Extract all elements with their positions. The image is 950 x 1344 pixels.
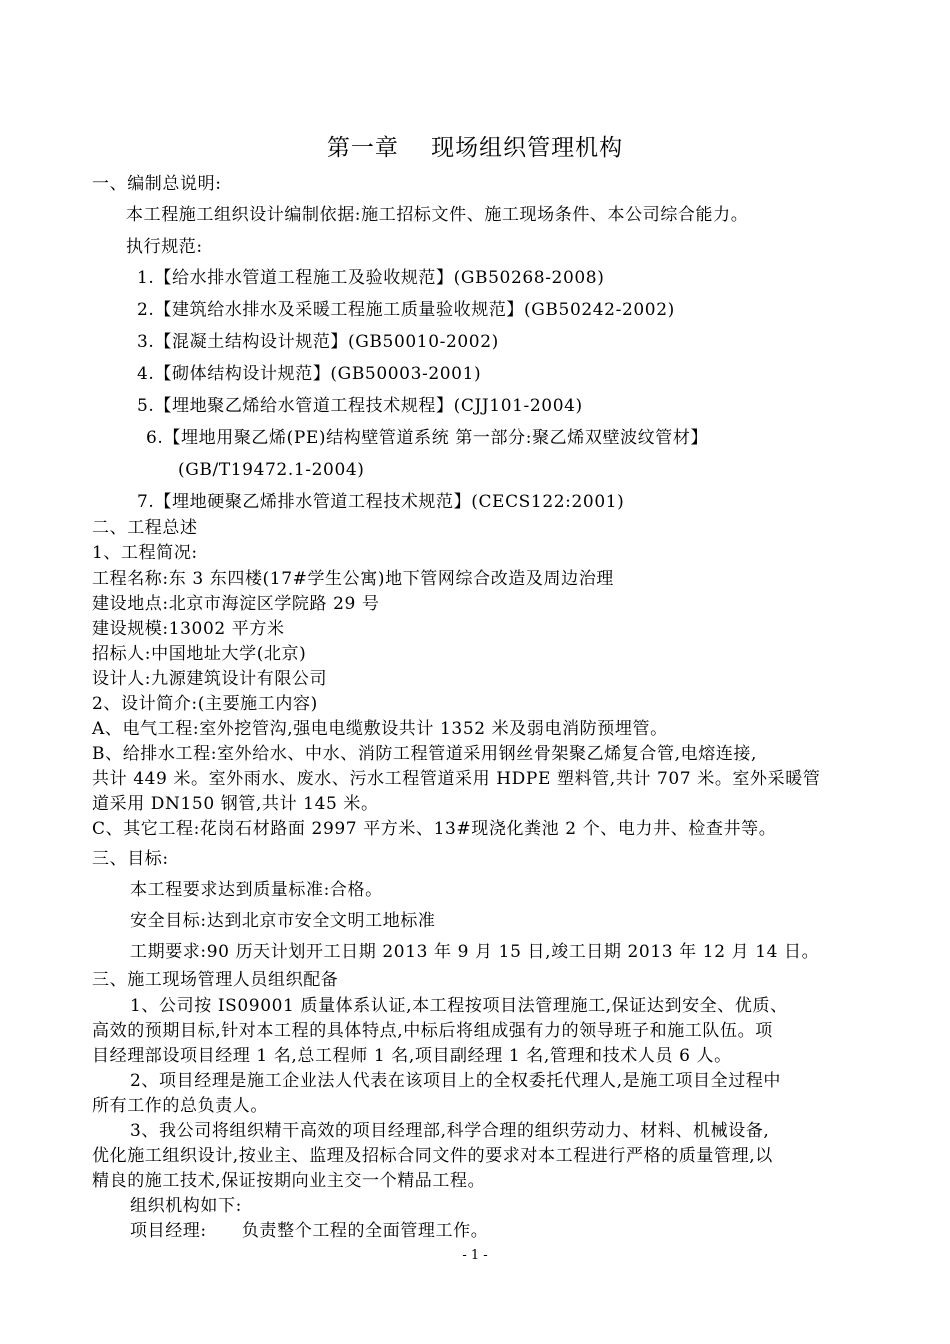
paragraph-line: 执行规范: (126, 237, 203, 257)
paragraph-line: 1、公司按 IS09001 质量体系认证,本工程按项目法管理施工,保证达到安全、优质、 (130, 996, 788, 1016)
section-heading-goals: 三、目标: (92, 849, 169, 869)
section-heading-staffing: 三、施工现场管理人员组织配备 (92, 970, 339, 990)
standard-item: 2.【建筑给水排水及采暖工程施工质量验收规范】(GB50242-2002) (137, 300, 675, 320)
standard-item: 3.【混凝土结构设计规范】(GB50010-2002) (137, 332, 499, 352)
paragraph-line: 建设规模:13002 平方米 (92, 619, 285, 639)
standard-item: 1.【给水排水管道工程施工及验收规范】(GB50268-2008) (137, 268, 605, 288)
paragraph-line: 道采用 DN150 钢管,共计 145 米。 (92, 794, 379, 814)
paragraph-line: 组织机构如下: (130, 1196, 242, 1216)
section-heading-overview: 二、工程总述 (92, 518, 198, 538)
paragraph-line: C、其它工程:花岗石材路面 2997 平方米、13#现浇化粪池 2 个、电力井、检查井等。 (92, 819, 777, 839)
paragraph-line: 招标人:中国地址大学(北京) (92, 644, 307, 664)
subsection-heading: 2、设计简介:(主要施工内容) (92, 694, 318, 714)
section-heading-compilation: 一、编制总说明: (92, 174, 222, 194)
paragraph-line: 优化施工组织设计,按业主、监理及招标合同文件的要求对本工程进行严格的质量管理,以 (92, 1146, 773, 1166)
paragraph-line: 安全目标:达到北京市安全文明工地标准 (130, 911, 436, 931)
chapter-title: 第一章 现场组织管理机构 (326, 135, 624, 161)
paragraph-line: 3、我公司将组织精干高效的项目经理部,科学合理的组织劳动力、材料、机械设备, (130, 1121, 770, 1141)
paragraph-line: 项目经理: 负责整个工程的全面管理工作。 (130, 1221, 489, 1241)
paragraph-line: 共计 449 米。室外雨水、废水、污水工程管道采用 HDPE 塑料管,共计 707 米。室外采暖管 (92, 769, 821, 789)
paragraph-line: 目经理部设项目经理 1 名,总工程师 1 名,项目副经理 1 名,管理和技术人员 6 人。 (92, 1046, 732, 1066)
paragraph-line: 建设地点:北京市海淀区学院路 29 号 (92, 594, 380, 614)
paragraph-line: 工程名称:东 3 东四楼(17#学生公寓)地下管网综合改造及周边治理 (92, 569, 614, 589)
subsection-heading: 1、工程简况: (92, 543, 198, 563)
paragraph-line: 高效的预期目标,针对本工程的具体特点,中标后将组成强有力的领导班子和施工队伍。项 (92, 1021, 773, 1041)
paragraph-line: 本工程施工组织设计编制依据:施工招标文件、施工现场条件、本公司综合能力。 (126, 205, 749, 225)
paragraph-line: 本工程要求达到质量标准:合格。 (130, 880, 383, 900)
standard-item: 4.【砌体结构设计规范】(GB50003-2001) (137, 364, 482, 384)
paragraph-line: B、给排水工程:室外给水、中水、消防工程管道采用钢丝骨架聚乙烯复合管,电熔连接, (92, 744, 758, 764)
paragraph-line: 工期要求:90 历天计划开工日期 2013 年 9 月 15 日,竣工日期 2013 年 12 月 14 日。 (130, 942, 820, 962)
standard-item-continuation: (GB/T19472.1-2004) (178, 460, 365, 480)
paragraph-line: 设计人:九源建筑设计有限公司 (92, 669, 328, 689)
standard-item: 5.【埋地聚乙烯给水管道工程技术规程】(CJJ101-2004) (137, 396, 583, 416)
paragraph-line: 精良的施工技术,保证按期向业主交一个精品工程。 (92, 1171, 486, 1191)
page-number: - 1 - (462, 1248, 488, 1263)
paragraph-line: 2、项目经理是施工企业法人代表在该项目上的全权委托代理人,是施工项目全过程中 (130, 1071, 782, 1091)
standard-item: 6.【埋地用聚乙烯(PE)结构壁管道系统 第一部分:聚乙烯双壁波纹管材】 (146, 428, 709, 448)
paragraph-line: 所有工作的总负责人。 (92, 1096, 268, 1116)
standard-item: 7.【埋地硬聚乙烯排水管道工程技术规范】(CECS122:2001) (137, 492, 625, 512)
paragraph-line: A、电气工程:室外挖管沟,强电电缆敷设共计 1352 米及弱电消防预埋管。 (92, 719, 668, 739)
